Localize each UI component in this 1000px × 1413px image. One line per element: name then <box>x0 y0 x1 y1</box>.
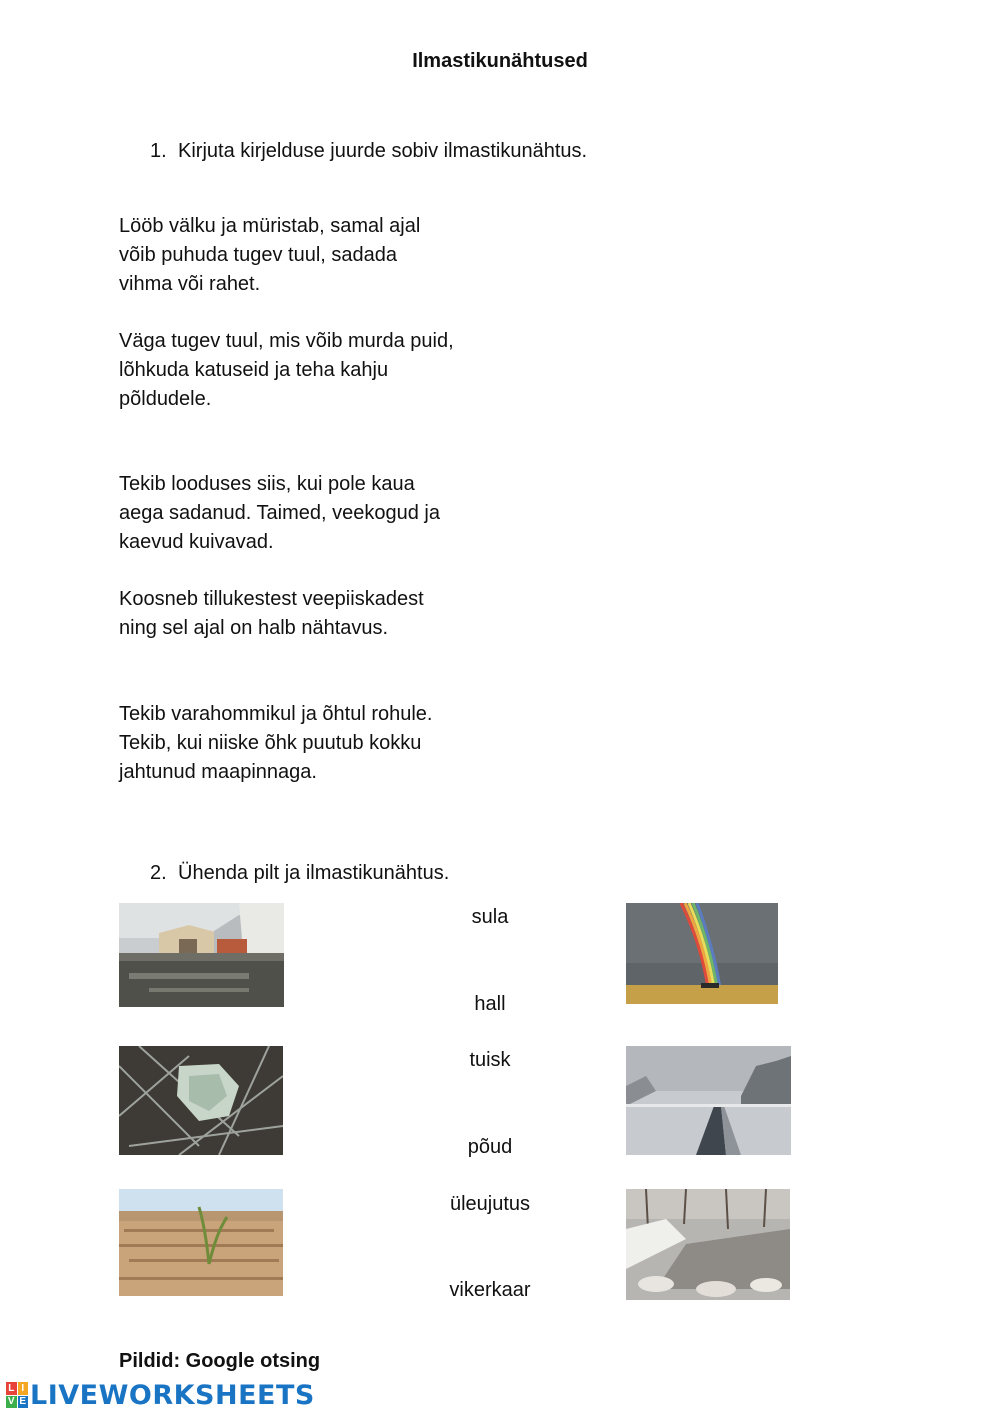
question-1 <box>150 140 587 163</box>
word-poud[interactable]: põud <box>467 1136 513 1158</box>
question-1-text: Kirjuta kirjelduse juurde sobiv ilmastikunähtus. <box>178 140 588 162</box>
page-title: Ilmastikunähtused <box>412 50 588 72</box>
description-thunderstorm: Lööb välku ja müristab, samal ajal võib puhuda tugev tuul, sadada vihma või rahet. <box>119 215 421 295</box>
logo-text: LIVEWORKSHEETS <box>30 1379 315 1411</box>
description-fog: Koosneb tillukestest veepiiskadest ning sel ajal on halb nähtavus. <box>119 588 424 639</box>
description-storm: Väga tugev tuul, mis võib murda puid, lõhkuda katuseid ja teha kahju põldudele. <box>119 330 454 410</box>
description-drought: Tekib looduses siis, kui pole kaua aega sadanud. Taimed, veekogud ja kaevud kuivavad. <box>119 473 440 553</box>
question-2-number: 2. <box>150 862 167 884</box>
question-2 <box>150 862 449 885</box>
question-2-text: Ühenda pilt ja ilmastikunähtus. <box>178 862 450 884</box>
thaw-puddle-photo[interactable] <box>626 1189 790 1300</box>
question-1-number: 1. <box>150 140 167 162</box>
drought-field-photo[interactable] <box>119 1189 283 1296</box>
logo-badge-icon: L I V E <box>7 1382 27 1408</box>
image-source-credit: Pildid: Google otsing <box>119 1350 321 1372</box>
description-dew: Tekib varahommikul ja õhtul rohule. Tekib, kui niiske õhk puutub kokku jahtunud maapinnaga. <box>119 703 433 783</box>
rainbow-photo[interactable] <box>626 903 778 1004</box>
flood-photo[interactable] <box>119 903 284 1007</box>
word-uleujutus[interactable]: üleujutus <box>449 1193 531 1215</box>
frost-leaf-photo[interactable] <box>119 1046 283 1155</box>
liveworksheets-logo <box>6 1380 315 1410</box>
word-sula[interactable]: sula <box>471 906 509 928</box>
snowstorm-road-photo[interactable] <box>626 1046 791 1155</box>
word-vikerkaar[interactable]: vikerkaar <box>449 1279 531 1301</box>
word-hall[interactable]: hall <box>474 993 506 1015</box>
word-tuisk[interactable]: tuisk <box>469 1049 511 1071</box>
